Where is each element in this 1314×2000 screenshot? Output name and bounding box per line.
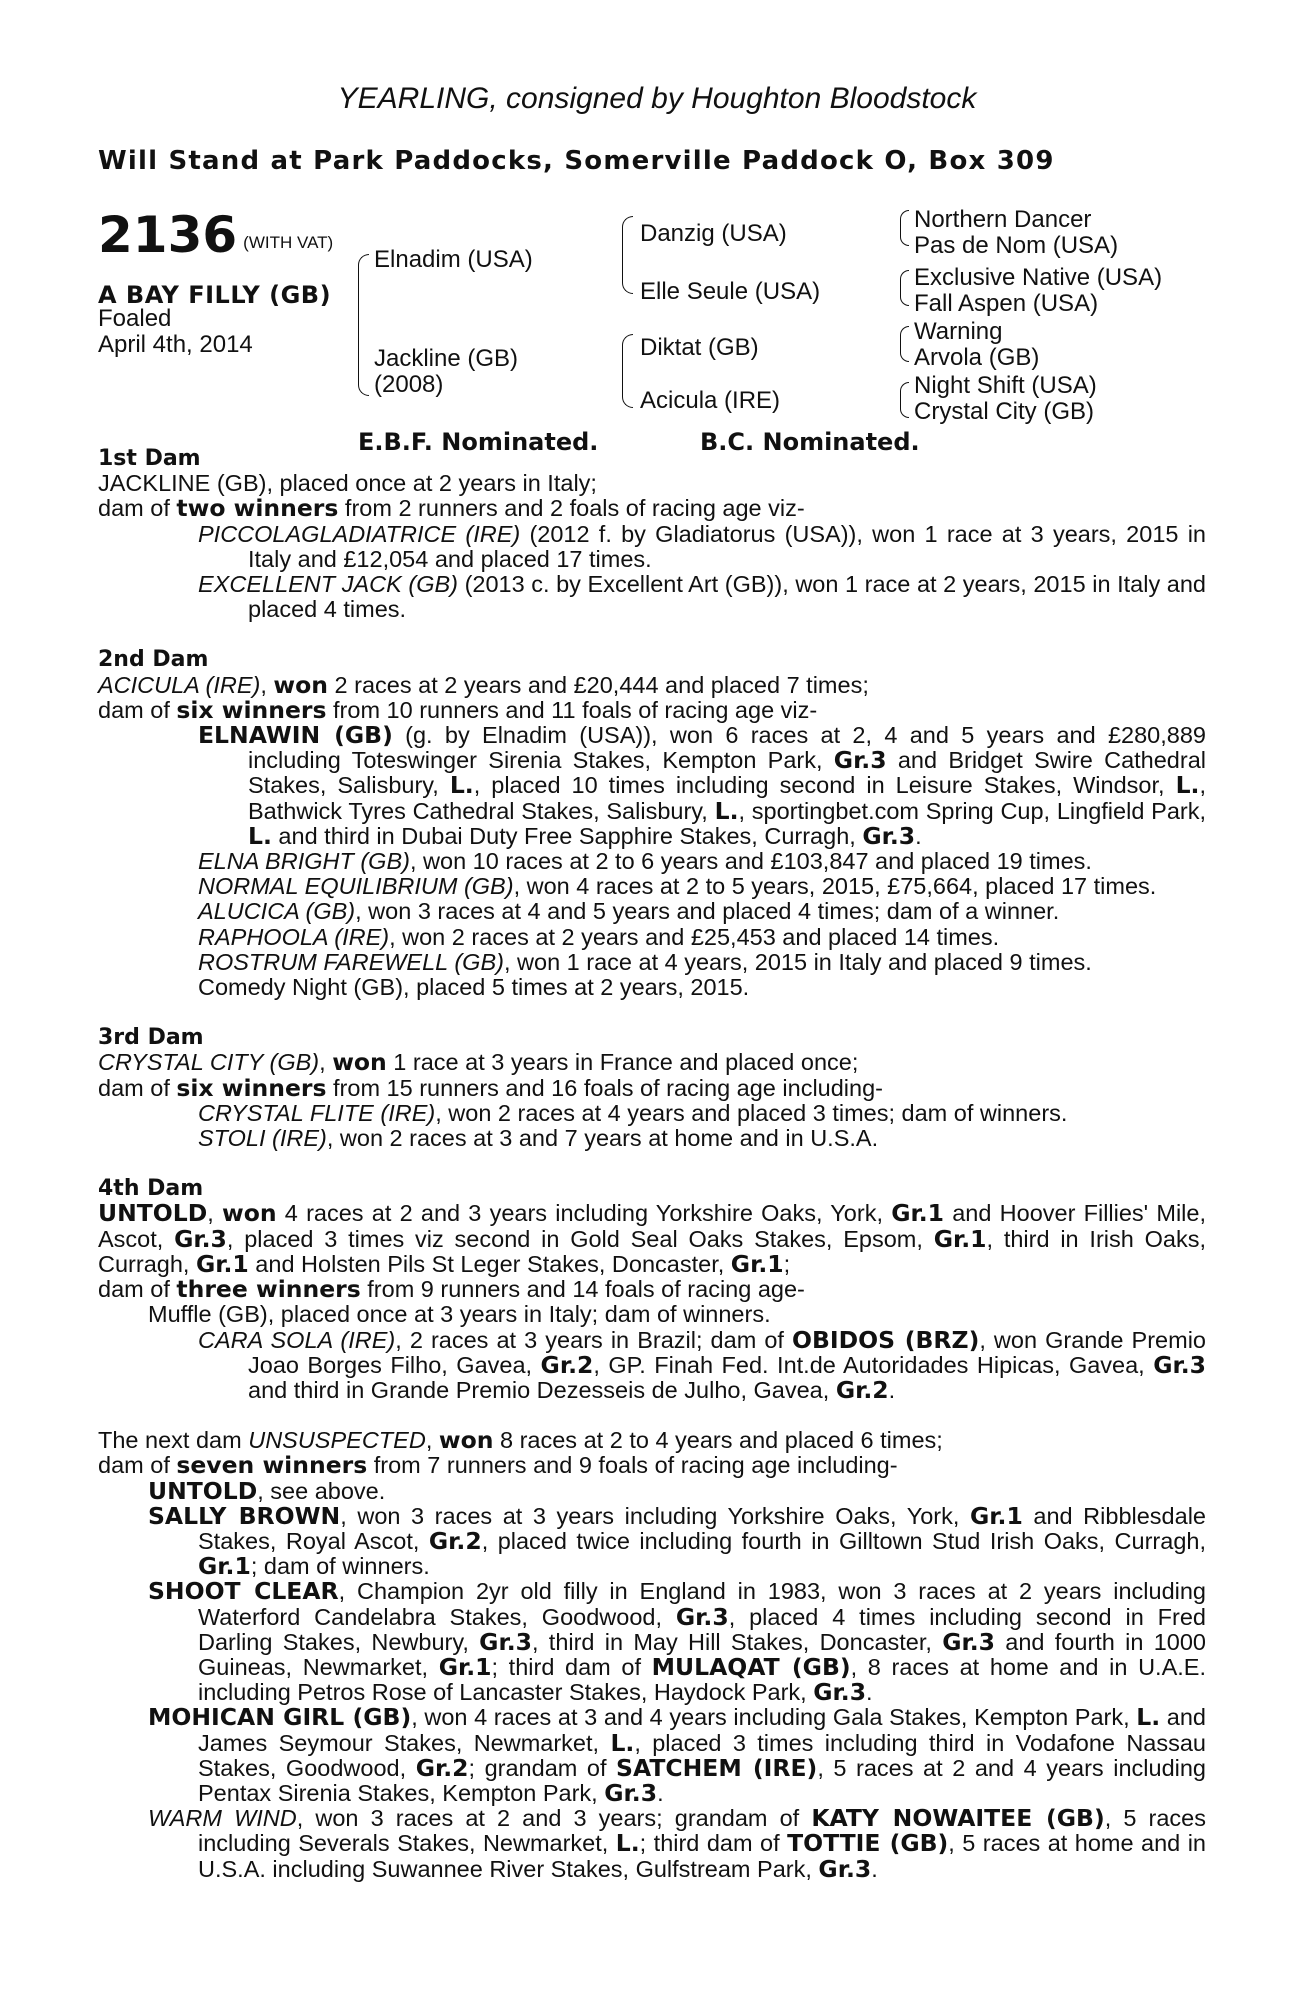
first-dam-produce-line: dam of two winners from 2 runners and 2 foals of racing age viz- [98,494,805,523]
next-dam-mohican-girl: MOHICAN GIRL (GB), won 4 races at 3 and 4 years including Gala Stakes, Kempton Park, L. and James Seymour Stakes, Newmarket, L., placed 3 times including third in Vodafone Nassau Stakes, Goodwood, Gr.2; grandam of SATCHEM (IRE), 5 races at 2 and 4 years including Pentax Sirenia Stakes, Kempton Park, Gr.3. [148,1703,1206,1807]
second-dam-winner-5: RAPHOOLA (IRE), won 2 races at 2 years and £25,453 and placed 14 times. [198,923,1000,950]
second-dam-winner-4: ALUCICA (GB), won 3 races at 4 and 5 years and placed 4 times; dam of a winner. [198,898,1060,925]
next-dam-shoot-clear: SHOOT CLEAR, Champion 2yr old filly in England in 1983, won 3 races at 2 years including Waterford Candelabra Stakes, Goodwood, Gr.3, placed 4 times including second in Fred Darling Stakes, Newbury, Gr.3, third in May Hill Stakes, Doncaster, Gr.3 and fourth in 1000 Guineas, Newmarket, Gr.1; third dam of MULAQAT (GB), 8 races at home and in U.A.E. including Petros Rose of Lancaster Stakes, Haydock Park, Gr.3. [148,1577,1206,1707]
third-dam-summary: CRYSTAL CITY (GB), won 1 race at 3 years in France and placed once; [98,1048,859,1077]
fourth-dam-heading: 4th Dam [98,1176,204,1202]
next-dam-sally-brown: SALLY BROWN, won 3 races at 3 years including Yorkshire Oaks, York, Gr.1 and Ribblesdale Stakes, Royal Ascot, Gr.2, placed twice including fourth in Gilltown Stud Irish Oaks, Curragh, Gr.1; dam of winners. [148,1501,1206,1581]
pedigree-bracket-ds [900,326,909,362]
fourth-dam-summary: UNTOLD, won 4 races at 2 and 3 years including Yorkshire Oaks, York, Gr.1 and Hoover Fillies' Mile, Ascot, Gr.3, placed 3 times viz second in Gold Seal Oaks Stakes, Epsom, Gr.1, third in Irish Oaks, Curragh, Gr.1 and Holsten Pils St Leger Stakes, Doncaster, Gr.1; [98,1199,1206,1278]
pedigree-dam-dam: Acicula (IRE) [640,387,781,414]
next-dam-produce-line: dam of seven winners from 7 runners and 9 foals of racing age including- [98,1451,898,1480]
stabling-location: Will Stand at Park Paddocks, Somerville Paddock O, Box 309 [98,146,1055,176]
next-dam-warm-wind: WARM WIND, won 3 races at 2 and 3 years; grandam of KATY NOWAITEE (GB), 5 races including Severals Stakes, Newmarket, L.; third dam of TOTTIE (GB), 5 races at home and in U.S.A. including Suwannee River Stakes, Gulfstream Park, Gr.3. [148,1804,1206,1883]
second-dam-produce-line: dam of six winners from 10 runners and 11 foals of racing age viz- [98,695,818,724]
second-dam-winner-2: ELNA BRIGHT (GB), won 10 races at 2 to 6 years and £103,847 and placed 19 times. [198,848,1092,875]
next-dam-summary: The next dam UNSUSPECTED, won 8 races at 2 to 4 years and placed 6 times; [98,1426,943,1455]
pedigree-dd-dam: Crystal City (GB) [914,398,1094,425]
pedigree-dd-sire: Night Shift (USA) [914,372,1097,399]
second-dam-winner-1: ELNAWIN (GB) (g. by Elnadim (USA)), won 6 races at 2, 4 and 5 years and £280,889 including Toteswinger Sirenia Stakes, Kempton Park, Gr.3 and Bridget Swire Cathedral Stakes, Salisbury, L., placed 10 times including second in Leisure Stakes, Windsor, L., Bathwick Tyres Cathedral Stakes, Salisbury, L., sportingbet.com Spring Cup, Lingfield Park, L. and third in Dubai Duty Free Sapphire Stakes, Curragh, Gr.3. [198,721,1206,850]
third-dam-produce-line: dam of six winners from 15 runners and 16 foals of racing age including- [98,1073,883,1102]
second-dam-winner-3: NORMAL EQUILIBRIUM (GB), won 4 races at 2 to 5 years, 2015, £75,664, placed 17 times. [198,873,1157,900]
second-dam-summary: ACICULA (IRE), won 2 races at 2 years and £20,444 and placed 7 times; [98,670,869,699]
pedigree-dam-year: (2008) [374,371,444,398]
pedigree-sire-sire: Danzig (USA) [640,220,787,247]
pedigree-sd-dam: Fall Aspen (USA) [914,290,1099,317]
third-dam-heading: 3rd Dam [98,1025,204,1051]
foaled-date: April 4th, 2014 [98,331,253,358]
third-dam-winner-2: STOLI (IRE), won 2 races at 3 and 7 years at home and in U.S.A. [198,1125,879,1152]
second-dam-heading: 2nd Dam [98,647,209,673]
lot-number: 2136 [98,206,238,264]
next-dam-untold: UNTOLD, see above. [148,1476,386,1505]
pedigree-sire-dam: Elle Seule (USA) [640,278,821,305]
lot-number-block [98,206,333,264]
pedigree-bracket-sd [900,270,909,306]
dam-line [98,446,1206,1882]
lot-name: A BAY FILLY (GB) [98,281,332,309]
fourth-dam-produce-line: dam of three winners from 9 runners and 14 foals of racing age- [98,1275,805,1304]
pedigree-sd-sire: Exclusive Native (USA) [914,264,1163,291]
pedigree-bracket-dd [900,382,909,418]
vat-note: (WITH VAT) [243,233,334,252]
consignment-header: YEARLING, consigned by Houghton Bloodstock [337,82,977,115]
ebf-nomination: E.B.F. Nominated. [358,428,599,456]
pedigree-ss-sire: Northern Dancer [914,206,1092,233]
fourth-dam-grandfoal: CARA SOLA (IRE), 2 races at 3 years in Brazil; dam of OBIDOS (BRZ), won Grande Premio Joao Borges Filho, Gavea, Gr.2, GP. Finah Fed. Int.de Autoridades Hipicas, Gavea, Gr.3 and third in Grande Premio Dezesseis de Julho, Gavea, Gr.2. [198,1325,1207,1404]
pedigree-dam: Jackline (GB) [374,345,519,372]
second-dam-winner-6: ROSTRUM FAREWELL (GB), won 1 race at 4 years, 2015 in Italy and placed 9 times. [198,948,1092,975]
bc-nomination: B.C. Nominated. [700,428,920,456]
pedigree-ds-dam: Arvola (GB) [914,344,1040,371]
pedigree-dam-sire: Diktat (GB) [640,334,759,361]
first-dam-foal-1: PICCOLAGLADIATRICE (IRE) (2012 f. by Gladiatorus (USA)), won 1 race at 3 years, 2015 in Italy and £12,054 and placed 17 times. [198,520,1207,572]
pedigree-sire: Elnadim (USA) [374,246,533,273]
pedigree-ss-dam: Pas de Nom (USA) [914,232,1119,259]
fourth-dam-foal-muffle: Muffle (GB), placed once at 3 years in Italy; dam of winners. [148,1301,771,1328]
pedigree-bracket-gen1 [358,254,369,396]
pedigree-bracket-ss [900,210,909,246]
third-dam-winner-1: CRYSTAL FLITE (IRE), won 2 races at 4 years and placed 3 times; dam of winners. [198,1099,1068,1126]
first-dam-foal-2: EXCELLENT JACK (GB) (2013 c. by Excellent Art (GB)), won 1 race at 2 years, 2015 in Italy and placed 4 times. [198,571,1206,623]
foaled-label: Foaled [98,305,172,332]
second-dam-foal-7: Comedy Night (GB), placed 5 times at 2 years, 2015. [198,974,750,1001]
pedigree-bracket-sire [622,216,633,294]
pedigree-ds-sire: Warning [914,318,1003,345]
first-dam-summary: JACKLINE (GB), placed once at 2 years in Italy; [98,470,597,497]
first-dam-heading: 1st Dam [98,446,201,471]
pedigree-bracket-dam [622,334,633,408]
